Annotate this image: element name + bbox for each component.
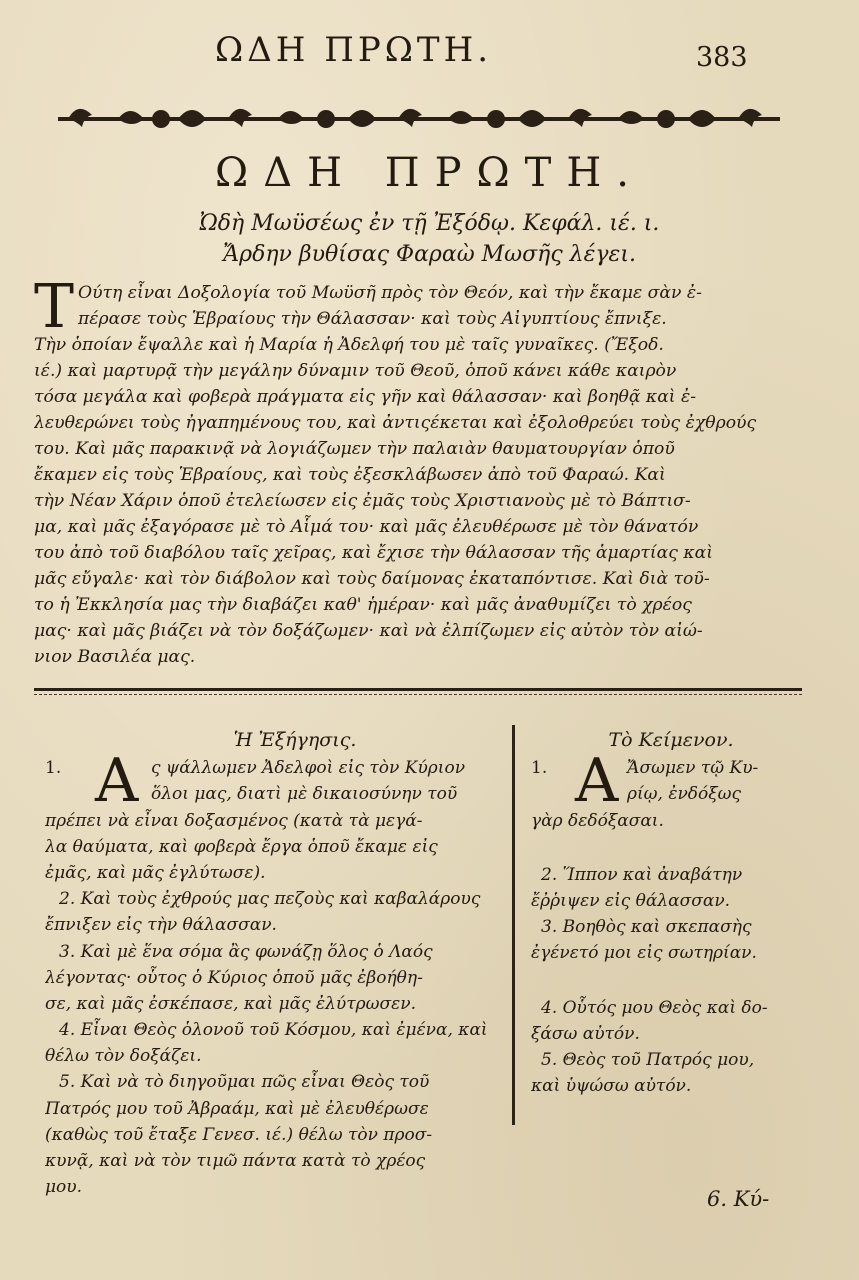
horizontal-rule-dashed — [34, 694, 802, 695]
column-divider — [512, 725, 515, 1125]
verse-line: 2. Καὶ τοὺς ἐχθρούς μας πεζοὺς καὶ καβαλάρους — [59, 889, 481, 910]
verse-line: ἐμᾶς, καὶ μᾶς ἐγλύτωσε). — [45, 862, 266, 883]
verse-line: (καθὼς τοῦ ἔταξε Γενεσ. ιέ.) θέλω τὸν προσ- — [45, 1124, 433, 1145]
page-number: 383 — [696, 42, 748, 73]
intro-line: λευθερώνει τοὺς ἠγαπημένους του, καὶ ἀντιςέκεται καὶ ἐξολοθρεύει τοὺς ἐχθρούς — [34, 413, 757, 433]
verse-line: ρίῳ, ἐνδόξως — [627, 784, 742, 805]
verse-line: πρέπει νὰ εἶναι δοξασμένος (κατὰ τὰ μεγά- — [45, 810, 423, 831]
verse-line: 5. Θεὸς τοῦ Πατρός μου, — [541, 1049, 755, 1070]
catchword: 6. Κύ- — [707, 1187, 770, 1211]
verse-line: ἐγένετό μοι εἰς σωτηρίαν. — [531, 943, 757, 964]
intro-line: μας· καὶ μᾶς βιάζει νὰ τὸν δοξάζωμεν· καὶ νὰ ἐλπίζωμεν εἰς αὐτὸν τὸν αἰώ- — [34, 621, 703, 641]
subtitle-line-2: Ἄρδην βυθίσας Φαραὼ Μωσῆς λέγει. — [223, 242, 636, 267]
verse-line: ὅλοι μας, διατὶ μὲ δικαιοσύνην τοῦ — [151, 784, 458, 805]
intro-line: του. Καὶ μᾶς παρακινᾷ νὰ λογιάζωμεν τὴν παλαιὰν θαυματουργίαν ὁποῦ — [34, 439, 675, 459]
verse-line: Ἄσωμεν τῷ Κυ- — [627, 758, 759, 779]
subtitle-line-1: Ὠδὴ Μωϋσέως ἐν τῇ Ἐξόδῳ. Κεφάλ. ιέ. ι. — [199, 211, 660, 236]
verse-line: 4. Οὗτός μου Θεὸς καὶ δο- — [541, 997, 768, 1018]
intro-line: του ἀπὸ τοῦ διαβόλου ταῖς χεῖρας, καὶ ἔχισε τὴν θάλασσαν τῆς ἁμαρτίας καὶ — [34, 543, 713, 563]
verse-line: 4. Εἶναι Θεὸς ὁλονοῦ τοῦ Κόσμου, καὶ ἐμένα, καὶ — [59, 1020, 488, 1041]
intro-line: ἔκαμεν εἰς τοὺς Ἑβραίους, καὶ τοὺς ἐξεσκλάβωσεν ἀπὸ τοῦ Φαραώ. Καὶ — [34, 465, 666, 485]
horizontal-rule — [34, 688, 802, 691]
verse-line: λα θαύματα, καὶ φοβερὰ ἔργα ὁποῦ ἔκαμε εἰς — [45, 836, 438, 857]
big-initial-letter: Α — [95, 746, 139, 817]
verse-line: ς ψάλλωμεν Ἀδελφοὶ εἰς τὸν Κύριον — [151, 758, 466, 779]
verse-line: λέγοντας· οὗτος ὁ Κύριος ὁποῦ μᾶς ἐβοήθη- — [45, 967, 423, 988]
intro-line: νιον Βασιλέα μας. — [34, 647, 196, 667]
intro-line: Ούτη εἶναι Δοξολογία τοῦ Μωϋσῆ πρὸς τὸν Θεόν, καὶ τὴν ἔκαμε σὰν ἐ- — [78, 283, 702, 303]
text-heading: Τὸ Κείμενον. — [608, 729, 734, 751]
verse-line: καὶ ὑψώσω αὐτόν. — [531, 1076, 692, 1097]
verse-line: 3. Βοηθὸς καὶ σκεπασὴς — [541, 917, 752, 938]
intro-line: τόσα μεγάλα καὶ φοβερὰ πράγματα εἰς γῆν καὶ θάλασσαν· καὶ βοηθᾷ καὶ ἐ- — [34, 387, 697, 407]
dropcap-letter: T — [34, 272, 75, 342]
intro-line: μᾶς εὔγαλε· καὶ τὸν διάβολον καὶ τοὺς δαίμονας ἐκαταπόντισε. Καὶ διὰ τοῦ- — [34, 569, 710, 589]
verse-line: ἔπνιξεν εἰς τὴν θάλασσαν. — [45, 915, 277, 936]
verse-number: 1. — [45, 758, 62, 779]
verse-line: ξάσω αὐτόν. — [531, 1023, 640, 1044]
running-title: ΩΔΗ ΠΡΩΤΗ. — [215, 30, 493, 70]
verse-line: γὰρ δεδόξασαι. — [531, 810, 664, 831]
intro-line: Τὴν ὁποίαν ἔψαλλε καὶ ἡ Μαρία ἡ Ἀδελφή του μὲ ταῖς γυναῖκες. (Ἔξοδ. — [34, 335, 664, 355]
verse-line: 2. Ἵππον καὶ ἀναβάτην — [541, 864, 743, 885]
verse-line: 5. Καὶ νὰ τὸ διηγοῦμαι πῶς εἶναι Θεὸς τοῦ — [59, 1072, 430, 1093]
intro-line: ιέ.) καὶ μαρτυρᾷ τὴν μεγάλην δύναμιν τοῦ Θεοῦ, ὁποῦ κάνει κάθε καιρὸν — [34, 361, 677, 381]
verse-line: μου. — [45, 1177, 83, 1198]
verse-number: 1. — [531, 758, 548, 779]
big-initial-letter: Α — [575, 746, 619, 817]
verse-line: θέλω τὸν δοξάζει. — [45, 1046, 202, 1067]
floral-headpiece-ornament-icon — [58, 97, 780, 143]
commentary-column — [45, 727, 505, 1200]
intro-line: μα, καὶ μᾶς ἐξαγόρασε μὲ τὸ Αἷμά του· καὶ μᾶς ἐλευθέρωσε μὲ τὸν θάνατόν — [34, 517, 699, 537]
commentary-heading: Ἡ Ἐξήγησις. — [233, 729, 357, 751]
verse-line: σε, καὶ μᾶς ἐσκέπασε, καὶ μᾶς ἐλύτρωσεν. — [45, 993, 416, 1014]
verse-line: κυνᾷ, καὶ νὰ τὸν τιμῶ πάντα κατὰ τὸ χρέος — [45, 1151, 426, 1172]
intro-paragraph — [34, 272, 799, 670]
section-title: ΩΔΗ ΠΡΩΤΗ. — [215, 150, 644, 196]
verse-line: 3. Καὶ μὲ ἕνα σόμα ἂς φωνάζῃ ὅλος ὁ Λαός — [59, 941, 433, 962]
verse-line: Πατρός μου τοῦ Ἀβραάμ, καὶ μὲ ἐλευθέρωσε — [45, 1098, 429, 1119]
text-column — [531, 727, 811, 1099]
verse-line: ἔῤῥιψεν εἰς θάλασσαν. — [531, 890, 731, 911]
intro-line: τὴν Νέαν Χάριν ὁποῦ ἐτελείωσεν εἰς ἐμᾶς τοὺς Χριστιανοὺς μὲ τὸ Βάπτισ- — [34, 491, 691, 511]
intro-line: το ἡ Ἐκκλησία μας τὴν διαβάζει καθ' ἡμέραν· καὶ μᾶς ἀναθυμίζει τὸ χρέος — [34, 595, 692, 615]
intro-line: πέρασε τοὺς Ἑβραίους τὴν Θάλασσαν· καὶ τοὺς Αἰγυπτίους ἔπνιξε. — [78, 309, 667, 329]
